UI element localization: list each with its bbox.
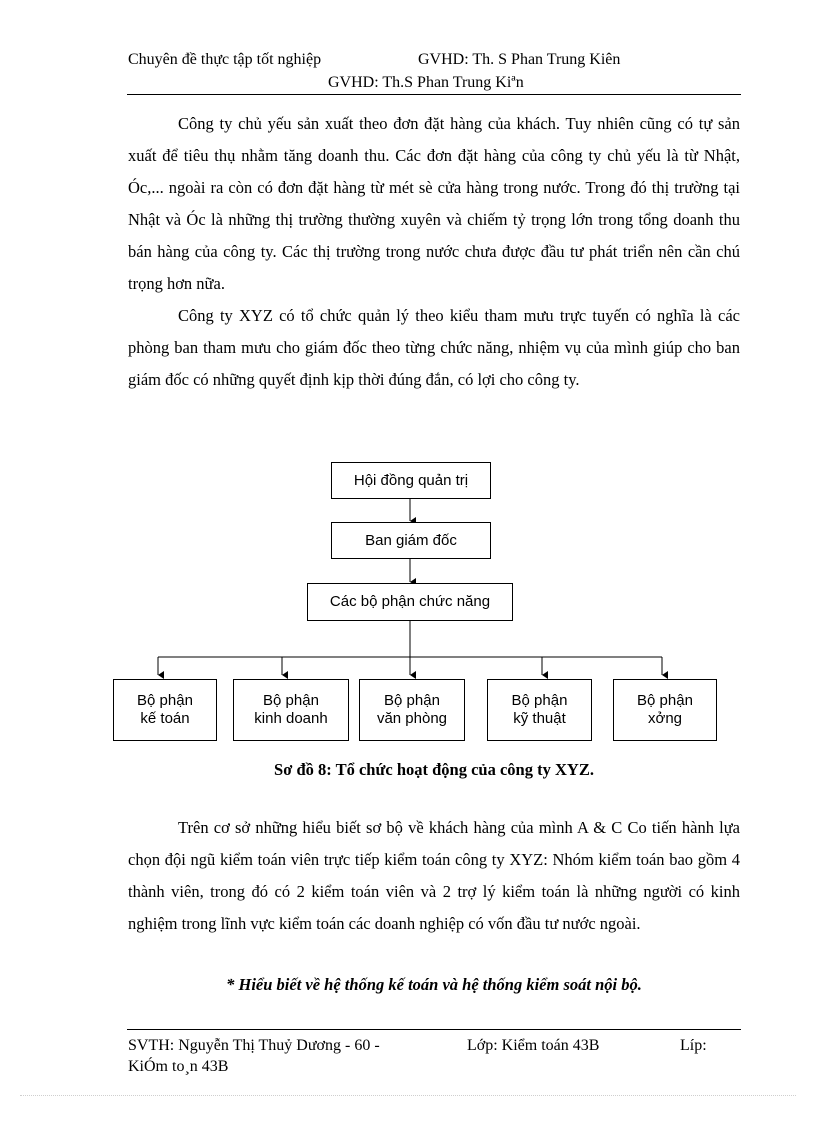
paragraph-1: Công ty chủ yếu sản xuất theo đơn đặt hàng của khách. Tuy nhiên cũng có tự sản xuất để tiêu thụ nhằm tăng doanh thu. Các đơn đặt hàng của công ty chủ yếu là từ Nhật, Óc,... ngoài ra còn có đơn đặt hàng từ mét sè cửa hàng trong nước. Trong đó thị trường tại Nhật và Óc là những thị trường thường xuyên và chiếm tỷ trọng lớn trong tổng doanh thu bán hàng của công ty. Các thị trường trong nước chưa được đầu tư phát triển nên cần chú trọng hơn nữa. bbox=[128, 114, 740, 293]
box-dept-office bbox=[359, 679, 465, 741]
paragraph-2: Công ty XYZ có tổ chức quản lý theo kiểu tham mưu trực tuyến có nghĩa là các phòng ban tham mưu cho giám đốc theo từng chức năng, nhiệm vụ của mình giúp cho ban giám đốc có những quyết định kịp thời đúng đắn, có lợi cho công ty. bbox=[128, 306, 740, 389]
box-board-of-directors: Hội đồng quản trị bbox=[331, 462, 491, 499]
section-subheading: * Hiểu biết về hệ thống kế toán và hệ thống kiểm soát nội bộ. bbox=[226, 975, 642, 994]
box-dept-workshop bbox=[613, 679, 717, 741]
footer-right: Líp: bbox=[680, 1037, 707, 1054]
box-functional-departments: Các bộ phận chức năng bbox=[307, 583, 513, 621]
footer-middle: Lớp: Kiểm toán 43B bbox=[467, 1037, 600, 1054]
dept-line1: Bộ phận bbox=[384, 692, 440, 709]
audit-team-text bbox=[128, 812, 740, 940]
dept-line2: kỹ thuật bbox=[513, 710, 566, 727]
dept-line1: Bộ phận bbox=[263, 692, 319, 709]
box-dept-business bbox=[233, 679, 349, 741]
dept-line1: Bộ phận bbox=[511, 692, 568, 709]
dept-line1: Bộ phận bbox=[637, 692, 693, 709]
paragraph-3: Trên cơ sở những hiểu biết sơ bộ về khách hàng của mình A & C Co tiến hành lựa chọn đội ngũ kiểm toán viên trực tiếp kiểm toán công ty XYZ: Nhóm kiểm toán bao gồm 4 thành viên, trong đó có 2 kiểm toán viên và 2 trợ lý kiểm toán là những người có kinh nghiệm trong lĩnh vực kiểm toán các doanh nghiệp có vốn đầu tư nước ngoài. bbox=[128, 818, 740, 933]
box-dept-accounting bbox=[113, 679, 217, 741]
dept-line2: kinh doanh bbox=[254, 710, 328, 727]
header-left: Chuyên đề thực tập tốt nghiệp bbox=[128, 51, 322, 68]
box-management: Ban giám đốc bbox=[331, 522, 491, 559]
chart-caption: Sơ đồ 8: Tổ chức hoạt động của công ty XYZ. bbox=[274, 760, 594, 779]
page-edge-divider bbox=[20, 1095, 796, 1096]
footer-left: SVTH: Nguyễn Thị Thuỷ Dương - 60 - bbox=[128, 1037, 380, 1054]
box-dept-technical bbox=[487, 679, 592, 741]
dept-line2: xởng bbox=[647, 710, 683, 727]
header-line2: GVHD: Th.S Phan Trung Kiªn bbox=[328, 74, 524, 91]
dept-line1: Bộ phận bbox=[137, 692, 193, 709]
dept-line2: kế toán bbox=[140, 710, 190, 727]
footer-rule bbox=[127, 1029, 741, 1030]
header-right: GVHD: Th. S Phan Trung Kiên bbox=[418, 51, 621, 68]
footer-line2: KiÓm to¸n 43B bbox=[128, 1058, 229, 1075]
dept-line2: văn phòng bbox=[376, 710, 448, 727]
